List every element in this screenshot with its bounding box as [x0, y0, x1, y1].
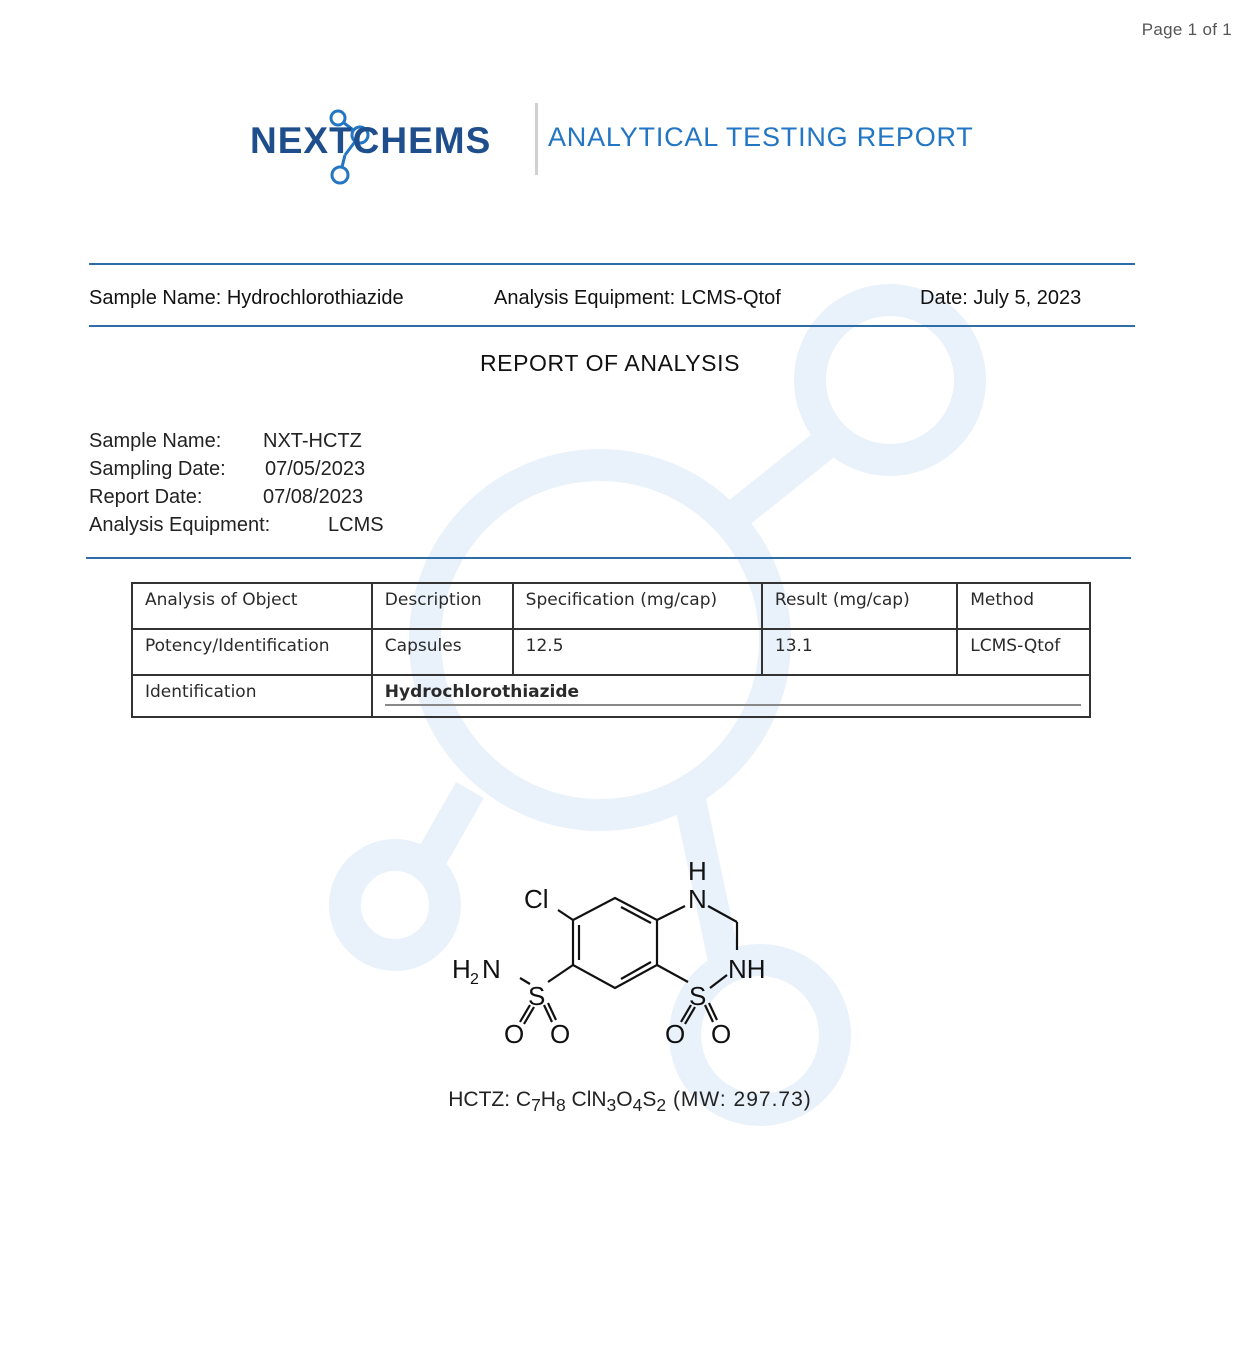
- info-row: [89, 458, 365, 481]
- info-rule: [86, 557, 1131, 559]
- atom-label: O: [550, 1019, 571, 1049]
- atom-label: N: [688, 884, 707, 914]
- top-rule: [89, 263, 1135, 265]
- logo-text: NEXTCHEMS: [250, 120, 492, 161]
- info-row: [89, 430, 362, 453]
- chemical-structure: [440, 850, 800, 1060]
- atom-label: 2: [470, 971, 479, 988]
- table-header-cell: Method: [957, 583, 1090, 629]
- table-row: [132, 629, 1090, 675]
- info-value: 07/05/2023: [265, 458, 366, 480]
- formula-part: O: [616, 1088, 633, 1111]
- formula-subscript: 3: [606, 1095, 617, 1116]
- info-label: Sample Name:: [89, 430, 222, 452]
- formula-part: ClN: [565, 1088, 607, 1111]
- info-row: [89, 486, 363, 509]
- table-header-cell: Specification (mg/cap): [513, 583, 762, 629]
- info-label: Sampling Date:: [89, 458, 226, 480]
- info-value: LCMS: [328, 514, 384, 536]
- atom-label: O: [665, 1019, 686, 1049]
- atom-label: O: [711, 1019, 732, 1049]
- formula-subscript: 2: [656, 1095, 667, 1116]
- formula-part: HCTZ: C: [448, 1088, 532, 1111]
- info-row: [89, 514, 384, 537]
- atom-label: H: [452, 954, 471, 984]
- table-cell: LCMS-Qtof: [957, 629, 1090, 675]
- formula-subscript: 4: [632, 1095, 643, 1116]
- brand-header: [250, 100, 980, 190]
- table-cell: 12.5: [513, 629, 762, 675]
- identification-value-cell: [372, 675, 1090, 717]
- molecular-formula: [0, 1088, 1260, 1116]
- table-header-cell: Result (mg/cap): [762, 583, 957, 629]
- atom-label: N: [482, 954, 501, 984]
- atom-label: Cl: [524, 884, 549, 914]
- atom-label: S: [528, 981, 546, 1011]
- table-header-row: [132, 583, 1090, 629]
- atom-label: S: [689, 981, 707, 1011]
- identification-value: Hydrochlorothiazide: [385, 682, 1081, 706]
- report-header-title: ANALYTICAL TESTING REPORT: [548, 122, 974, 152]
- table-cell: Potency/Identification: [132, 629, 372, 675]
- results-table: [131, 582, 1091, 718]
- molecular-weight: (MW: 297.73): [666, 1088, 812, 1111]
- identification-label: Identification: [132, 675, 372, 717]
- formula-subscript: 7: [531, 1095, 541, 1116]
- info-value: 07/08/2023: [263, 486, 364, 508]
- report-title: REPORT OF ANALYSIS: [479, 350, 741, 376]
- formula-part: S: [642, 1088, 657, 1111]
- info-label: Report Date:: [89, 486, 203, 508]
- summary-date: Date: July 5, 2023: [920, 287, 1082, 309]
- atom-label: NH: [728, 954, 766, 984]
- table-header-cell: Analysis of Object: [132, 583, 372, 629]
- table-header-cell: Description: [372, 583, 513, 629]
- table-cell: Capsules: [372, 629, 513, 675]
- info-label: Analysis Equipment:: [89, 514, 271, 536]
- brand-divider: [535, 103, 538, 175]
- table-row: [132, 675, 1090, 717]
- summary-sample-name: Sample Name: Hydrochlorothiazide: [89, 287, 404, 309]
- formula-part: H: [540, 1088, 556, 1111]
- atom-label: O: [504, 1019, 525, 1049]
- atom-label: H: [688, 856, 707, 886]
- table-cell: 13.1: [762, 629, 957, 675]
- summary-rule: [89, 325, 1135, 327]
- formula-subscript: 8: [555, 1095, 566, 1116]
- info-value: NXT-HCTZ: [263, 430, 362, 452]
- summary-equipment: Analysis Equipment: LCMS-Qtof: [494, 287, 781, 309]
- page-number: Page 1 of 1: [1141, 20, 1232, 39]
